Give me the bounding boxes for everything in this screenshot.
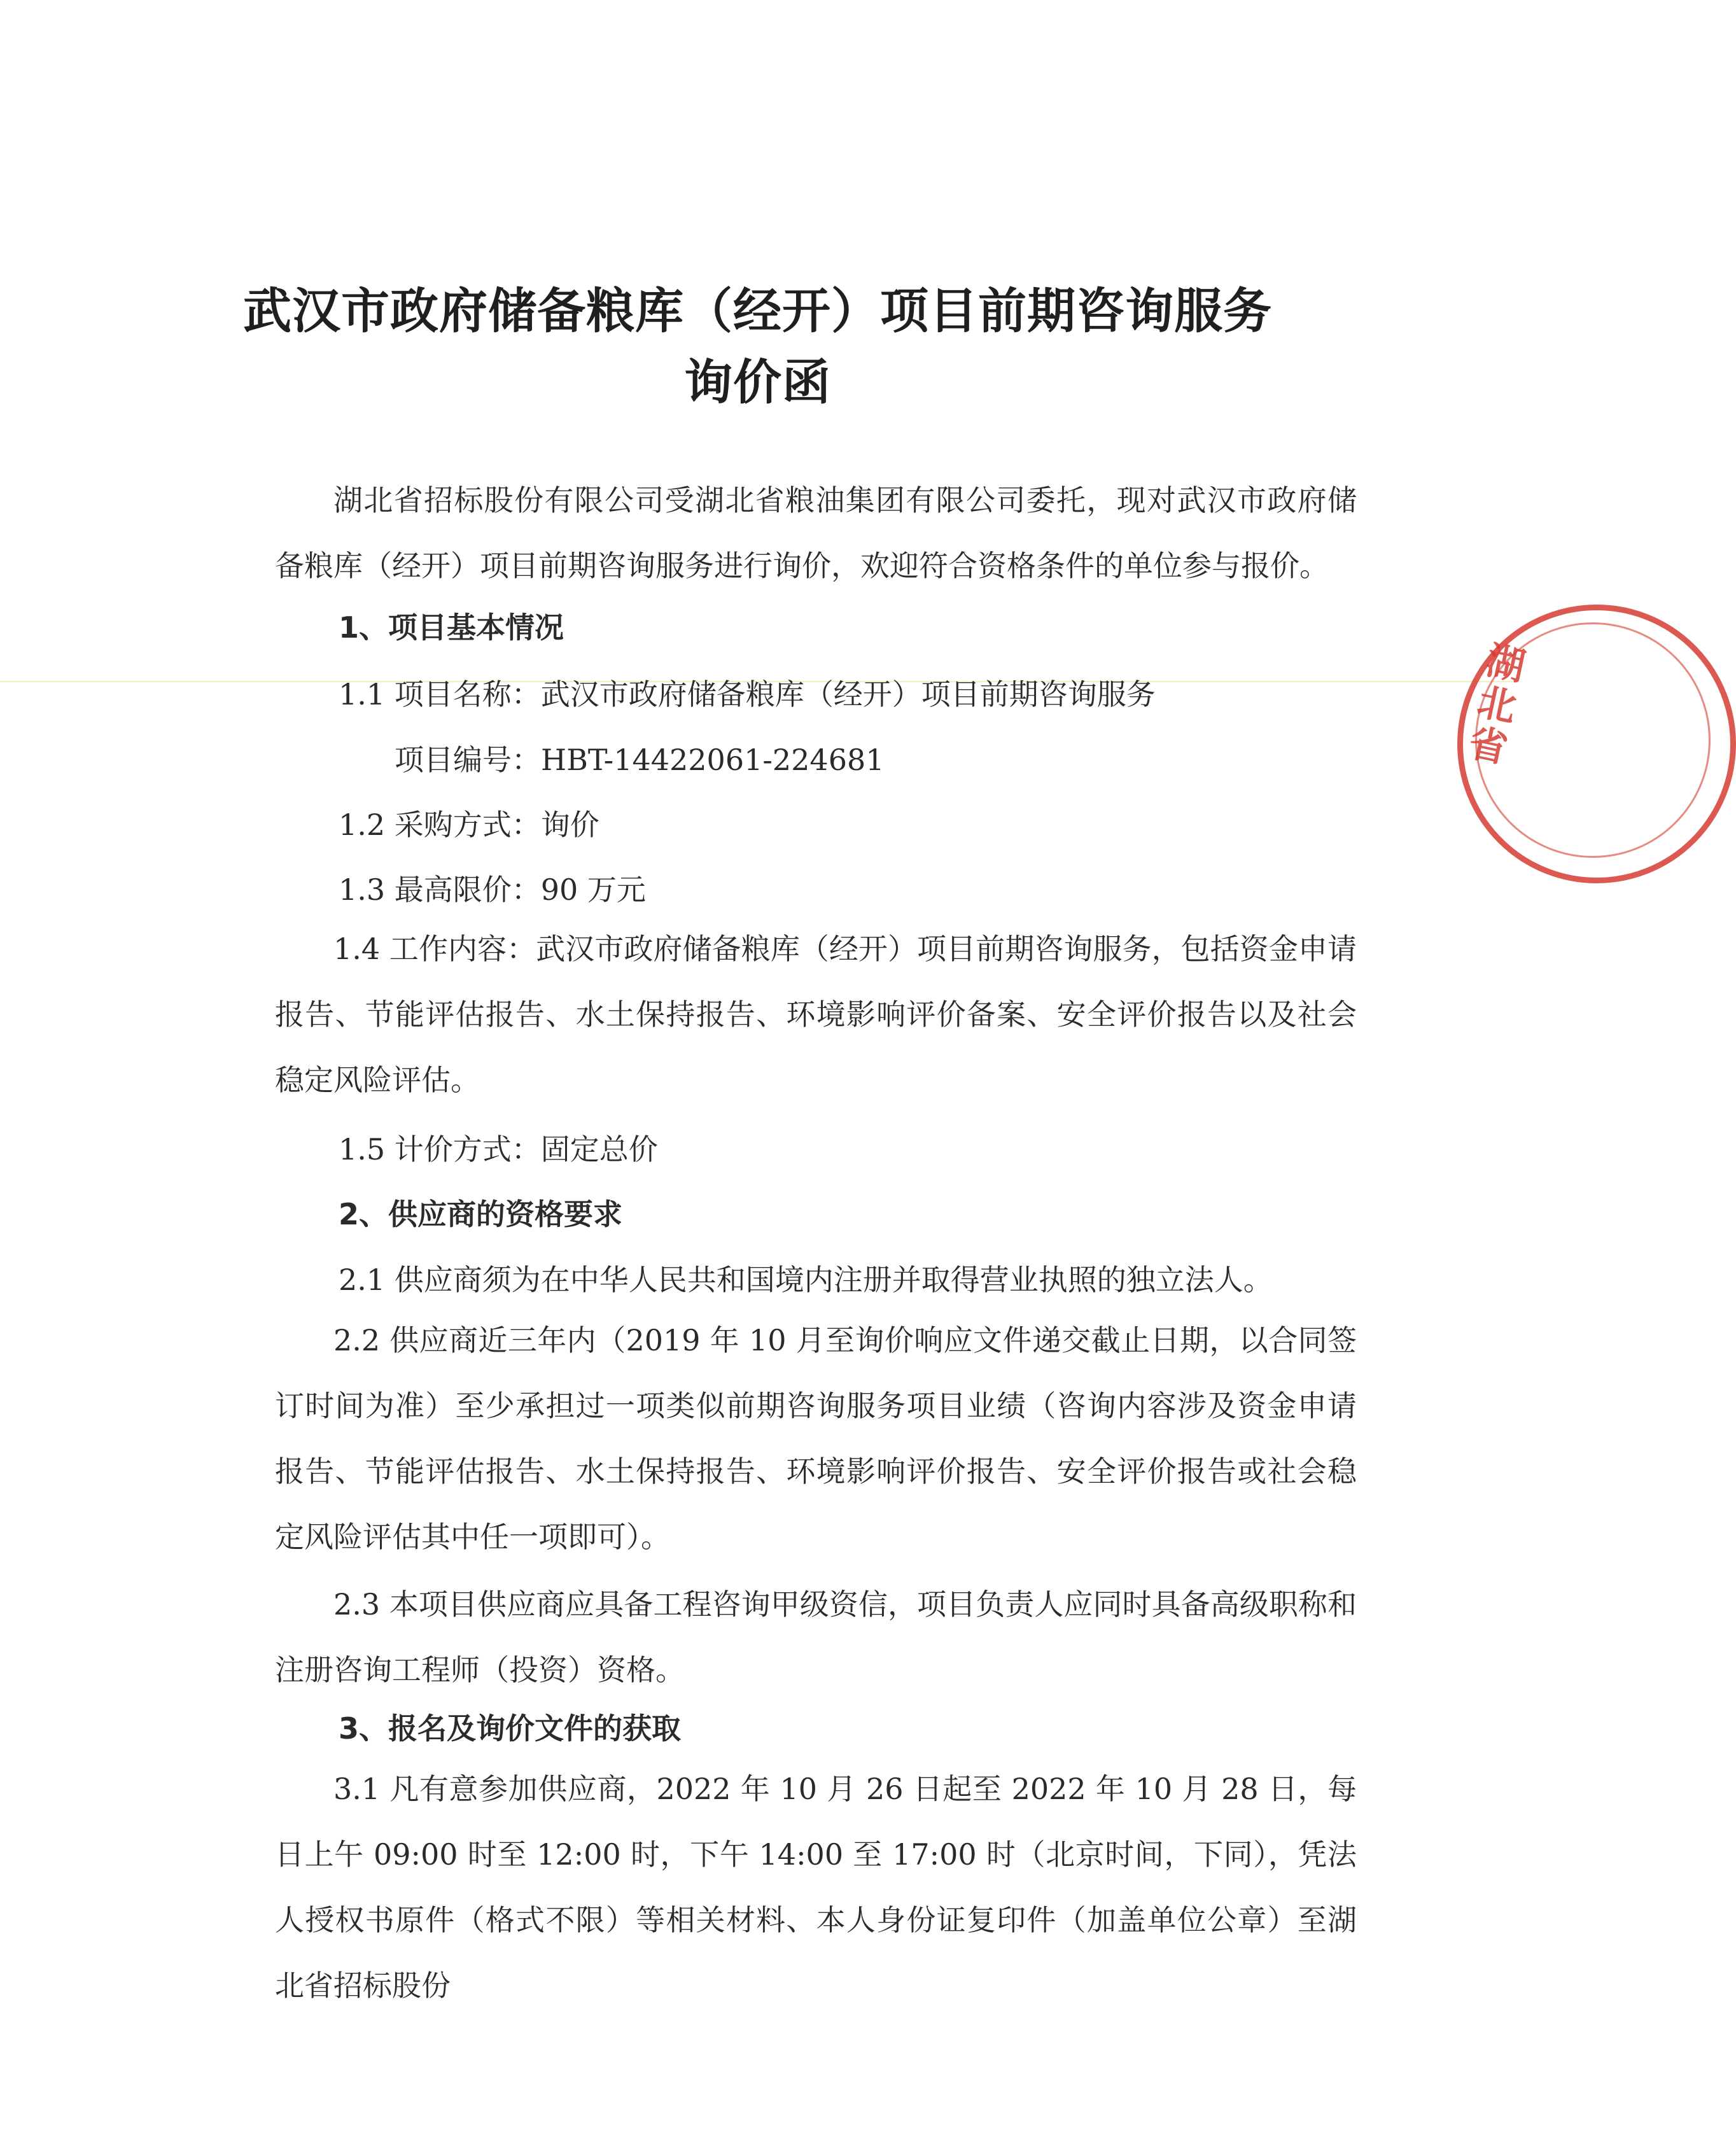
section-1-heading: 1、项目基本情况 (339, 610, 564, 645)
qualification-2-1: 2.1 供应商须为在中华人民共和国境内注册并取得营业执照的独立法人。 (339, 1263, 1273, 1297)
document-title-line2: 询价函 (684, 354, 831, 410)
pricing-method: 1.5 计价方式：固定总价 (339, 1132, 658, 1167)
procurement-method: 1.2 采购方式：询价 (339, 808, 599, 842)
qualification-2-2: 2.2 供应商近三年内（2019 年 10 月至询价响应文件递交截止日期，以合同签订时间为准）至少承担过一项类似前期咨询服务项目业绩（咨询内容涉及资金申请报告、节能评估报告、水土保持报告、环境影响评价报告、安全评价报告或社会稳定风险评估其中任一项即可）。 (275, 1323, 1357, 1554)
project-name: 1.1 项目名称：武汉市政府储备粮库（经开）项目前期咨询服务 (339, 677, 1156, 711)
registration-3-1: 3.1 凡有意参加供应商，2022 年 10 月 26 日起至 2022 年 10 月 28 日，每日上午 09:00 时至 12:00 时，下午 14:00 至 17:00 时（北京时间，下同），凭法人授权书原件（格式不限）等相关材料、本人身份证复印件（加盖单位公章）至湖北省招标股份 (275, 1772, 1357, 2003)
official-seal-text: 湖北省 (1464, 638, 1529, 772)
work-content: 1.4 工作内容：武汉市政府储备粮库（经开）项目前期咨询服务，包括资金申请报告、节能评估报告、水土保持报告、环境影响评价备案、安全评价报告以及社会稳定风险评估。 (275, 932, 1357, 1097)
qualification-2-3: 2.3 本项目供应商应具备工程咨询甲级资信，项目负责人应同时具备高级职称和注册咨询工程师（投资）资格。 (275, 1587, 1357, 1687)
document-title-line1: 武汉市政府储备粮库（经开）项目前期咨询服务 (243, 283, 1272, 339)
max-price: 1.3 最高限价：90 万元 (339, 872, 646, 907)
intro-paragraph: 湖北省招标股份有限公司受湖北省粮油集团有限公司委托，现对武汉市政府储备粮库（经开）项目前期咨询服务进行询价，欢迎符合资格条件的单位参与报价。 (275, 483, 1357, 583)
section-2-heading: 2、供应商的资格要求 (339, 1197, 623, 1231)
project-code: 项目编号：HBT-14422061-224681 (395, 743, 885, 777)
section-3-heading: 3、报名及询价文件的获取 (339, 1711, 682, 1746)
